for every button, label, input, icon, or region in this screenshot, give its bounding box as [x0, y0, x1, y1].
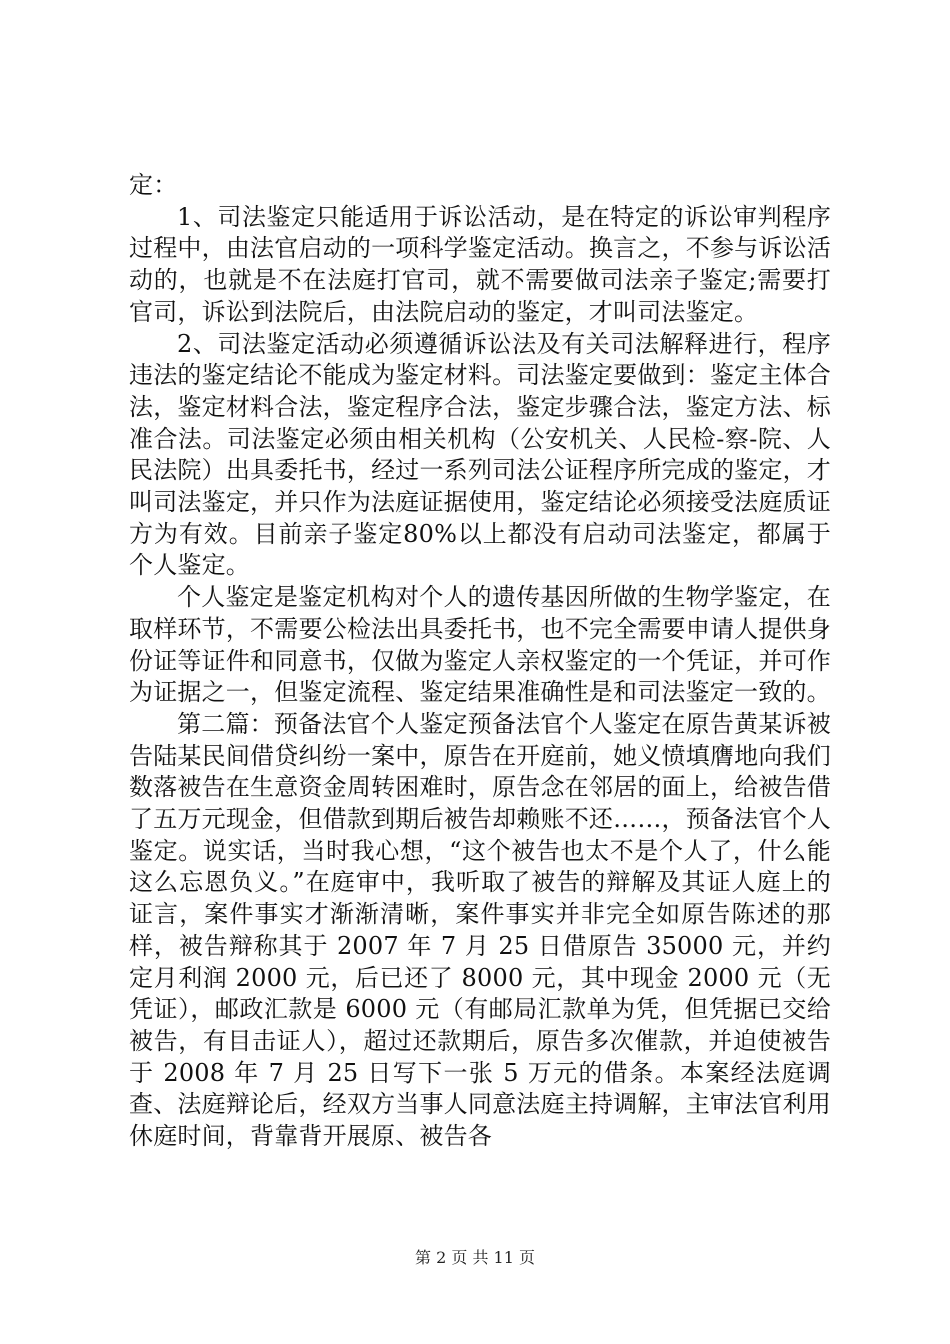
page-footer: 第 2 页 共 11 页 — [415, 1248, 535, 1267]
paragraph-point-2: 2、司法鉴定活动必须遵循诉讼法及有关司法解释进行，程序违法的鉴定结论不能成为鉴定材料。司法鉴定要做到：鉴定主体合法，鉴定材料合法，鉴定程序合法，鉴定步骤合法，鉴定方法、标准合法。司法鉴定必须由相关机构（公安机关、人民检-察-院、人民法院）出具委托书，经过一系列司法公证程序所完成的鉴定，才叫司法鉴定，并只作为法庭证据使用，鉴定结论必须接受法庭质证方为有效。目前亲子鉴定80%以上都没有启动司法鉴定，都属于个人鉴定。 — [129, 329, 831, 580]
paragraph-personal-identification: 个人鉴定是鉴定机构对个人的遗传基因所做的生物学鉴定，在取样环节，不需要公检法出具委托书，也不完全需要申请人提供身份证等证件和同意书，仅做为鉴定人亲权鉴定的一个凭证，并可作为证据之一，但鉴定流程、鉴定结果准确性是和司法鉴定一致的。 — [129, 583, 831, 707]
paragraph-point-1: 1、司法鉴定只能适用于诉讼活动，是在特定的诉讼审判程序过程中，由法官启动的一项科学鉴定活动。换言之，不参与诉讼活动的，也就是不在法庭打官司，就不需要做司法亲子鉴定;需要打官司，诉讼到法院后，由法院启动的鉴定，才叫司法鉴定。 — [129, 202, 831, 326]
paragraph-continuation: 定： — [129, 171, 178, 199]
document-body — [129, 170, 831, 1153]
paragraph-second-article: 第二篇：预备法官个人鉴定预备法官个人鉴定在原告黄某诉被告陆某民间借贷纠纷一案中，原告在开庭前，她义愤填膺地向我们数落被告在生意资金周转困难时，原告念在邻居的面上，给被告借了五万元现金，但借款到期后被告却赖账不还……，预备法官个人鉴定。说实话，当时我心想，“这个被告也太不是个人了，什么能这么忘恩负义。”在庭审中，我听取了被告的辩解及其证人庭上的证言，案件事实才渐渐清晰，案件事实并非完全如原告陈述的那样，被告辩称其于 2007 年 7 月 25 日借原告 35000 元，并约定月利润 2000 元，后已还了 8000 元，其中现金 2000 元（无凭证），邮政汇款是 6000 元（有邮局汇款单为凭，但凭据已交给被告，有目击证人），超过还款期后，原告多次催款，并迫使被告于 2008 年 7 月 25 日写下一张 5 万元的借条。本案经法庭调查、法庭辩论后，经双方当事人同意法庭主持调解，主审法官利用休庭时间，背靠背开展原、被告各 — [129, 709, 831, 1151]
